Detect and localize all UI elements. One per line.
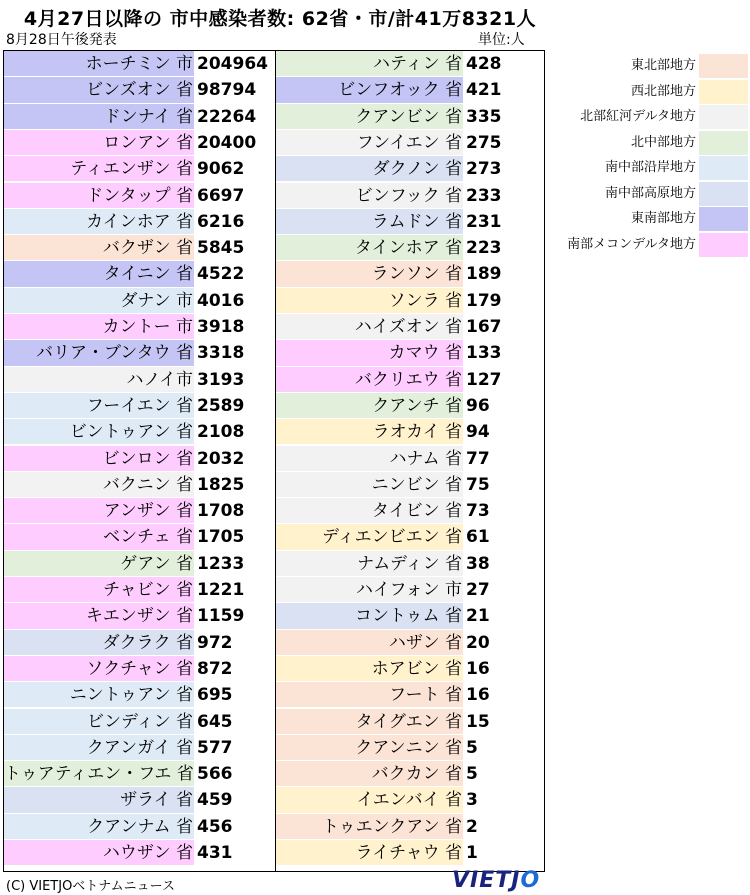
case-count: 5845 [194,235,275,260]
table-row [4,393,275,419]
province-name: チャビン 省 [103,580,193,600]
table-row [4,130,275,156]
legend-item [548,155,748,181]
case-count: 77 [463,446,544,471]
table-row [276,104,544,130]
case-count: 421 [463,77,544,102]
table-row [4,709,275,735]
case-count: 6216 [194,209,275,234]
chart-title: 4月27日以降の 市中感染者数: 62省・市/計41万8321人 [23,8,537,30]
province-name: コントゥム 省 [355,606,462,627]
case-count: 20 [463,630,544,655]
province-name: ベンチェ 省 [103,527,193,548]
announcement-date: 8月28日午後発表 [6,32,117,48]
table-row [276,814,544,840]
case-count: 6697 [194,183,275,208]
case-count: 1221 [194,577,275,602]
province-name: ハウザン 省 [102,843,193,863]
case-count: 22264 [194,104,275,129]
table-row [4,787,275,813]
case-count: 20400 [194,130,275,155]
case-count: 75 [463,472,544,497]
legend-label: 北中部地方 [630,134,696,150]
province-name: ゲアン 省 [120,553,193,574]
table-row [4,340,275,366]
case-count: 456 [194,814,275,839]
province-name: ランソン 省 [371,264,462,285]
case-count: 27 [463,577,544,602]
table-row [4,840,275,866]
legend-item [548,130,748,156]
case-count: 566 [194,761,275,786]
table-row [276,472,544,498]
table-row [276,551,544,577]
table-row [276,51,544,77]
province-name: バリア・ブンタウ 省 [35,343,193,364]
table-row [276,393,544,419]
table-row [4,261,275,287]
table-row [4,814,275,840]
table-row [4,656,275,682]
table-row [276,156,544,182]
case-count: 428 [463,51,544,76]
case-count: 2 [463,814,544,839]
table-row [4,288,275,314]
table-row [4,77,275,103]
province-name: タインホア 省 [354,238,462,259]
table-row [4,735,275,761]
legend-swatch [699,105,748,129]
case-count: 61 [463,524,544,549]
case-count: 3318 [194,340,275,365]
copyright-footer: (C) VIETJOベトナムニュース [6,879,176,894]
table-row [276,656,544,682]
case-count: 16 [463,682,544,707]
province-name: ダクラク 省 [102,632,193,653]
case-count: 4522 [194,261,275,286]
case-count: 94 [463,419,544,444]
table-row [276,524,544,550]
province-name: ソクチャン 省 [86,658,193,679]
case-count: 2032 [194,446,275,471]
case-count: 98794 [194,77,275,102]
table-row [4,682,275,708]
case-count: 872 [194,656,275,681]
case-count: 2108 [194,419,275,444]
legend-label: 東北部地方 [630,58,696,73]
table-row [276,130,544,156]
case-count: 645 [194,709,275,734]
province-name: タイグエン 省 [355,711,462,732]
legend-swatch [699,233,748,257]
province-name: ニンビン 省 [371,474,462,495]
table-column-left [4,51,276,871]
province-name: ビンディン 省 [86,711,193,732]
case-count: 275 [463,130,544,155]
province-name: トゥアティエン・フエ 省 [4,764,194,785]
province-name: ハザン 省 [388,632,462,653]
province-name: ロンアン 省 [103,132,193,153]
table-row [276,183,544,209]
case-count: 231 [463,209,544,234]
province-name: ハイフォン 市 [355,580,462,600]
case-count: 179 [463,288,544,313]
table-row [4,472,275,498]
province-name: ハノイ市 [126,369,193,390]
table-row [4,524,275,550]
table-row [4,419,275,445]
legend-swatch [699,182,748,206]
logo-text: VIETJ [452,868,521,893]
table-row [276,77,544,103]
province-name: フーイエン 省 [86,395,193,416]
case-count: 1 [463,840,544,865]
case-table [3,50,545,872]
legend-label: 北部紅河デルタ地方 [580,109,696,124]
vietjo-logo [452,868,540,893]
table-row [4,104,275,130]
case-count: 577 [194,735,275,760]
table-row [276,367,544,393]
logo-accent: O [520,868,541,893]
legend-swatch [699,131,748,155]
province-name: タイニン 省 [103,264,193,285]
province-name: ライチャウ 省 [355,843,462,863]
case-count: 21 [463,603,544,628]
case-count: 15 [463,709,544,734]
province-name: ディエンビエン 省 [321,527,462,548]
province-name: ザライ 省 [120,790,193,811]
legend-item [548,79,748,105]
case-count: 1233 [194,551,275,576]
table-row [276,261,544,287]
province-name: クアンニン 省 [355,737,462,758]
table-row [4,51,275,77]
case-count: 1159 [194,603,275,628]
province-name: ビントゥアン 省 [69,422,193,443]
table-row [4,156,275,182]
province-name: クアンビン 省 [355,106,462,127]
case-count: 127 [463,367,544,392]
case-count: 233 [463,183,544,208]
table-row [4,183,275,209]
table-row [276,630,544,656]
province-name: ティエンザン 省 [70,159,193,180]
province-name: カインホア 省 [86,211,193,232]
table-row [276,787,544,813]
case-count: 133 [463,340,544,365]
table-row [276,498,544,524]
province-name: タイビン 省 [371,501,462,522]
province-name: カマウ 省 [388,343,462,364]
province-name: ビンズオン 省 [86,80,193,101]
province-name: ビンフック 省 [355,185,462,206]
legend-label: 東南部地方 [630,211,696,226]
case-count: 96 [463,393,544,418]
case-count: 38 [463,551,544,576]
province-name: ダナン 市 [120,290,193,311]
province-name: ハティン 省 [372,54,462,74]
unit-label: 単位:人 [478,32,525,48]
case-count: 5 [463,735,544,760]
table-row [276,577,544,603]
case-count: 4016 [194,288,275,313]
province-name: ビンフオック 省 [338,80,462,101]
case-count: 73 [463,498,544,523]
case-count: 273 [463,156,544,181]
province-name: ビンロン 省 [102,448,193,469]
province-name: フンイエン 省 [356,132,462,153]
case-count: 695 [194,682,275,707]
table-row [276,840,544,866]
case-count: 3193 [194,367,275,392]
table-row [276,735,544,761]
table-row [276,603,544,629]
province-name: ドンタップ 省 [86,185,193,206]
case-count: 1708 [194,498,275,523]
province-name: クアンチ 省 [372,395,462,416]
legend-swatch [699,156,748,180]
table-row [276,761,544,787]
table-row [4,761,275,787]
case-count: 16 [463,656,544,681]
legend-swatch [699,54,748,78]
table-row [276,340,544,366]
case-count: 204964 [194,51,275,76]
province-name: フート 省 [389,685,462,706]
case-count: 223 [463,235,544,260]
table-row [4,314,275,340]
province-name: トゥエンクアン 省 [322,816,462,837]
table-row [4,367,275,393]
case-count: 459 [194,787,275,812]
province-name: キエンザン 省 [85,606,193,627]
case-count: 972 [194,630,275,655]
case-count: 1705 [194,524,275,549]
province-name: ラムドン 省 [371,211,462,232]
legend-label: 南中部沿岸地方 [604,160,696,175]
legend-label: 西北部地方 [630,83,696,99]
province-name: ソンラ 省 [388,290,462,311]
legend-item [548,181,748,207]
province-name: アンザン 省 [103,501,193,522]
province-name: ナムディン 省 [357,553,462,574]
province-name: カントー 市 [102,317,193,337]
table-row [4,577,275,603]
legend-label: 南部メコンデルタ地方 [567,236,696,252]
province-name: イエンバイ 省 [356,790,462,811]
case-count: 2589 [194,393,275,418]
table-row [276,419,544,445]
case-count: 3918 [194,314,275,339]
legend-item [548,104,748,130]
province-name: バクリエウ 省 [354,369,462,390]
case-count: 9062 [194,156,275,181]
table-row [276,235,544,261]
table-row [4,603,275,629]
province-name: ホアビン 省 [371,658,462,679]
table-row [4,209,275,235]
legend-item [548,232,748,258]
legend-swatch [699,207,748,231]
table-row [276,446,544,472]
table-column-right [276,51,544,871]
table-row [4,630,275,656]
province-name: バクカン 省 [371,764,462,785]
legend-item [548,206,748,232]
province-name: ホーチミン 市 [85,54,193,74]
province-name: ラオカイ 省 [372,422,462,443]
case-count: 431 [194,840,275,865]
legend-swatch [699,80,748,104]
case-count: 189 [463,261,544,286]
province-name: クアンガイ 省 [86,737,193,758]
case-count: 1825 [194,472,275,497]
table-row [276,682,544,708]
province-name: ニントゥアン 省 [69,685,193,706]
province-name: ドンナイ 省 [103,106,193,127]
case-count: 3 [463,787,544,812]
province-name: ダクノン 省 [372,159,462,180]
legend-item [548,53,748,79]
legend-label: 南中部高原地方 [604,185,696,201]
case-count: 167 [463,314,544,339]
case-count: 5 [463,761,544,786]
province-name: ハイズオン 省 [354,317,462,337]
table-row [4,551,275,577]
table-row [276,314,544,340]
province-name: クアンナム 省 [87,816,193,837]
table-row [4,498,275,524]
table-row [4,446,275,472]
province-name: バクニン 省 [102,474,193,495]
province-name: バクザン 省 [102,238,193,259]
table-row [276,288,544,314]
table-row [4,235,275,261]
table-row [276,709,544,735]
case-count: 335 [463,104,544,129]
table-row [276,209,544,235]
province-name: ハナム 省 [389,448,462,469]
